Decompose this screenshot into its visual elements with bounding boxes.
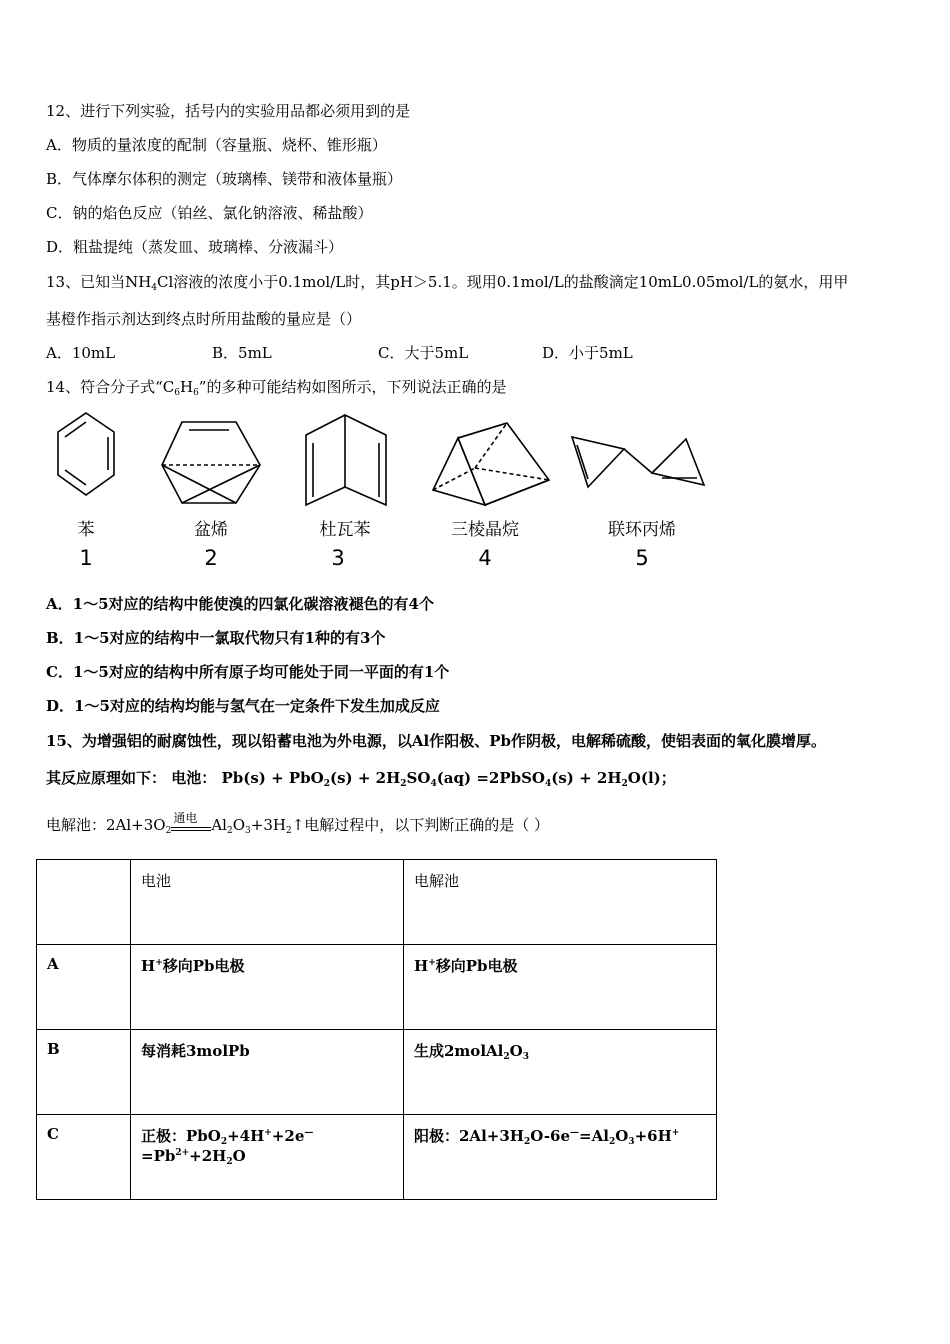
benzvalene-structure (162, 422, 260, 503)
electrolysis-condition-arrow: 通电 (171, 816, 211, 836)
structure-num-4: 4 (478, 546, 492, 570)
q14-option-b: B．1～5对应的结构中一氯取代物只有1种的有3个 (46, 629, 386, 647)
q15-stem: 15、为增强铝的耐腐蚀性，现以铅蓄电池为外电源，以Al作阳极、Pb作阴极，电解稀硫酸，使铝表面的氧化膜增厚。 (46, 732, 826, 750)
table-cell (37, 860, 131, 945)
structure-name-1: 苯 (77, 520, 95, 540)
q13-stem: 13、已知当$NH_4Cl$溶液的浓度小于0.1mol/L时，其pH＞5.1。现用0.1mol/L的盐酸滴定10mL0.05mol/L的氨水，用甲 (46, 273, 849, 293)
row-c-cell: 阳极：$2Al+3H_2O-6e^—=Al_2O_3+6H^+$ (404, 1115, 717, 1200)
q13-stem-line2: 基橙作指示剂达到终点时所用盐酸的量应是（） (46, 310, 362, 328)
q15-battery-equation: 其反应原理如下： 电池： $Pb(s) + PbO_2(s) + 2H_2SO_4(aq)$ =2PbSO$_4$(s) + $2H_2O(l)$； (46, 769, 676, 789)
q13-option-b: B．5mL (212, 344, 272, 362)
c6h6-structures-figure (40, 405, 740, 575)
row-b-cell: 生成$2molAl_2O_3$ (404, 1030, 717, 1115)
structure-num-2: 2 (204, 546, 218, 570)
dewar-benzene-structure (306, 415, 386, 505)
row-label-c: C (37, 1115, 131, 1200)
q15-cell-equation: 电解池：$2Al+3O_2$ 通电 $Al_2O_3+3H_2↑$电解过程中，以下判断正确的是（ ） (46, 811, 550, 836)
row-label-a: A (37, 945, 131, 1030)
q14-option-d: D．1～5对应的结构均能与氢气在一定条件下发生加成反应 (46, 697, 440, 715)
q12-option-b: B．气体摩尔体积的测定（玻璃棒、镁带和液体量瓶） (46, 170, 403, 188)
structure-name-5: 联环丙烯 (608, 520, 676, 540)
structure-name-3: 杜瓦苯 (319, 520, 371, 540)
q12-option-c: C．钠的焰色反应（铂丝、氯化钠溶液、稀盐酸） (46, 204, 373, 222)
row-a-battery: H+移向Pb电极 (131, 945, 404, 1030)
q14-option-a: A．1～5对应的结构中能使溴的四氯化碳溶液褪色的有4个 (46, 595, 434, 613)
structure-name-2: 盆烯 (194, 520, 228, 540)
q15-options-table (36, 859, 717, 1200)
table-header-row (37, 860, 717, 945)
structure-num-3: 3 (331, 546, 345, 570)
bicyclopropenyl-structure (572, 437, 704, 487)
q13-option-a: A．10mL (46, 344, 116, 362)
q14-stem: 14、符合分子式“$C_6H_6$”的多种可能结构如图所示，下列说法正确的是 (46, 378, 507, 398)
structure-num-5: 5 (635, 546, 649, 570)
q12-stem: 12、进行下列实验，括号内的实验用品都必须用到的是 (46, 102, 411, 120)
table-header-battery: 电池 (131, 860, 404, 945)
table-header-cell: 电解池 (404, 860, 717, 945)
q13-option-d: D．小于5mL (542, 344, 633, 362)
benzene-structure (58, 413, 114, 495)
table-row (37, 1030, 717, 1115)
table-row (37, 945, 717, 1030)
prismane-structure (433, 423, 549, 505)
row-c-battery: 正极：$PbO_2+4H^++2e^—=Pb^{2+}+2H_2O$ (131, 1115, 404, 1200)
row-b-battery: 每消耗3molPb (131, 1030, 404, 1115)
row-label-b: B (37, 1030, 131, 1115)
row-a-cell: H+移向Pb电极 (404, 945, 717, 1030)
q13-option-c: C．大于5mL (378, 344, 469, 362)
structure-num-1: 1 (79, 546, 93, 570)
structure-name-4: 三棱晶烷 (451, 520, 519, 540)
q12-option-d: D．粗盐提纯（蒸发皿、玻璃棒、分液漏斗） (46, 238, 344, 256)
q12-option-a: A．物质的量浓度的配制（容量瓶、烧杯、锥形瓶） (46, 136, 387, 154)
q14-option-c: C．1～5对应的结构中所有原子均可能处于同一平面的有1个 (46, 663, 450, 681)
table-row (37, 1115, 717, 1200)
